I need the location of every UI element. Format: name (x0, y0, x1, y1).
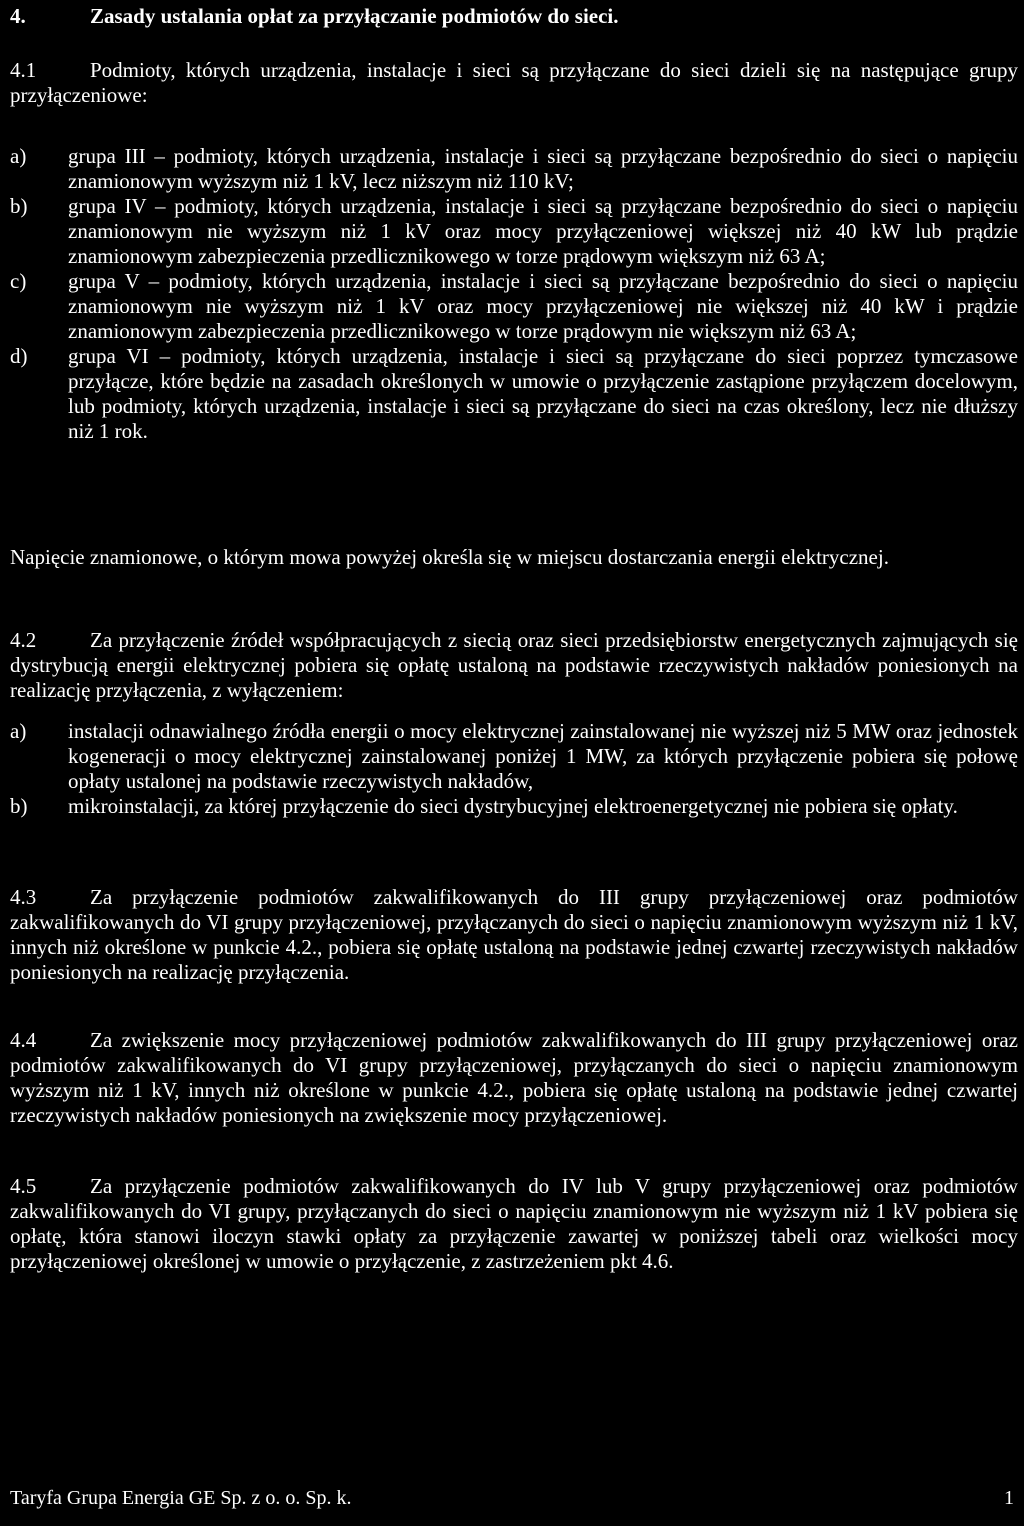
item-text: grupa III – podmioty, których urządzenia, instalacje i sieci są przyłączane bezpośrednio do sieci o napięciu znamionowym wyższym niż 1 kV, lecz niższym niż 110 kV; (68, 144, 1018, 193)
item-text: grupa V – podmioty, których urządzenia, instalacje i sieci są przyłączane bezpośrednio do sieci o napięciu znamionowym nie wyższym niż 1 kV oraz mocy przyłączeniowej nie większej niż 40 kW i prądzie znamionowym zabezpieczenia przedlicznikowego w torze prądowym nie większym niż 63 A; (68, 269, 1018, 343)
voltage-note: Napięcie znamionowe, o którym mowa powyżej określa się w miejscu dostarczania energii elektrycznej. (10, 545, 889, 569)
list-item (10, 269, 1018, 344)
section-4-4 (10, 1028, 1018, 1128)
item-text: instalacji odnawialnego źródła energii o mocy elektrycznej zainstalowanej nie wyższej niż 5 MW oraz jednostek kogeneracji o mocy elektrycznej zainstalowanej poniżej 1 MW, za których przyłączenie pobiera się połowę opłaty ustalonej na podstawie rzeczywistych nakładów, (68, 719, 1018, 793)
item-letter: b) (10, 194, 28, 218)
item-letter: d) (10, 344, 28, 368)
section-heading (10, 4, 619, 29)
list-item (10, 144, 1018, 194)
item-text: mikroinstalacji, za której przyłączenie do sieci dystrybucyjnej elektroenergetycznej nie pobiera się opłaty. (68, 794, 958, 818)
section-4-3 (10, 885, 1018, 985)
item-text: grupa IV – podmioty, których urządzenia, instalacje i sieci są przyłączane bezpośrednio do sieci o napięciu znamionowym nie wyższym niż 1 kV oraz mocy przyłączeniowej większej niż 40 kW lub prądzie znamionowym zabezpieczenia przedlicznikowego w torze prądowym większym niż 63 A; (68, 194, 1018, 268)
item-letter: a) (10, 144, 27, 168)
footer-title: Taryfa Grupa Energia GE Sp. z o. o. Sp. k. (10, 1487, 352, 1509)
section-text: Za przyłączenie podmiotów zakwalifikowanych do IV lub V grupy przyłączeniowej oraz podmiotów zakwalifikowanych do VI grupy, przyłączanych do sieci o napięciu znamionowym nie wyższym niż 1 kV pobiera się opłatę, która stanowi iloczyn stawki opłaty za przyłączenie zawartej w poniższej tabeli oraz wielkości mocy przyłączeniowej określonej w umowie o przyłączenie, z zastrzeżeniem pkt 4.6. (10, 1174, 1018, 1273)
list-item (10, 344, 1018, 444)
section-number: 4.1 (10, 58, 37, 82)
item-letter: c) (10, 269, 27, 293)
section-4-1 (10, 58, 1018, 108)
section-number: 4.3 (10, 885, 37, 909)
section-4-2 (10, 628, 1018, 703)
section-number: 4.5 (10, 1174, 37, 1198)
list-item (10, 794, 1018, 819)
list-item (10, 719, 1018, 794)
heading-title: Zasady ustalania opłat za przyłączanie podmiotów do sieci. (90, 4, 619, 28)
section-text: Podmioty, których urządzenia, instalacje i sieci są przyłączane do sieci dzieli się na następujące grupy przyłączeniowe: (10, 58, 1018, 107)
exception-list (10, 719, 1018, 819)
item-text: grupa VI – podmioty, których urządzenia, instalacje i sieci są przyłączane do sieci poprzez tymczasowe przyłącze, które będzie na zasadach określonych w umowie o przyłączenie zastąpione przyłączem docelowym, lub podmioty, których urządzenia, instalacje i sieci są przyłączane do sieci na czas określony, lecz nie dłuższy niż 1 rok. (68, 344, 1018, 443)
section-text: Za przyłączenie źródeł współpracujących z siecią oraz sieci przedsiębiorstw energetycznych zajmujących się dystrybucją energii elektrycznej pobiera się opłatę ustaloną na podstawie rzeczywistych nakładów poniesionych na realizację przyłączenia, z wyłączeniem: (10, 628, 1018, 702)
section-text: Za zwiększenie mocy przyłączeniowej podmiotów zakwalifikowanych do III grupy przyłączeniowej oraz podmiotów zakwalifikowanych do VI grupy przyłączeniowej, przyłączanych do sieci o napięciu znamionowym wyższym niż 1 kV, innych niż określone w punkcie 4.2., pobiera się opłatę ustaloną na podstawie jednej czwartej rzeczywistych nakładów poniesionych na zwiększenie mocy przyłączeniowej. (10, 1028, 1018, 1127)
section-number: 4.4 (10, 1028, 37, 1052)
section-4-5 (10, 1174, 1018, 1274)
heading-number: 4. (10, 4, 26, 28)
section-text: Za przyłączenie podmiotów zakwalifikowanych do III grupy przyłączeniowej oraz podmiotów zakwalifikowanych do VI grupy przyłączeniowej, przyłączanych do sieci o napięciu znamionowym wyższym niż 1 kV, innych niż określone w punkcie 4.2., pobiera się opłatę ustaloną na podstawie jednej czwartej rzeczywistych nakładów poniesionych na realizację przyłączenia. (10, 885, 1018, 984)
item-letter: b) (10, 794, 28, 818)
section-number: 4.2 (10, 628, 37, 652)
group-list (10, 144, 1018, 444)
page-number: 1 (1004, 1487, 1014, 1509)
item-letter: a) (10, 719, 27, 743)
list-item (10, 194, 1018, 269)
